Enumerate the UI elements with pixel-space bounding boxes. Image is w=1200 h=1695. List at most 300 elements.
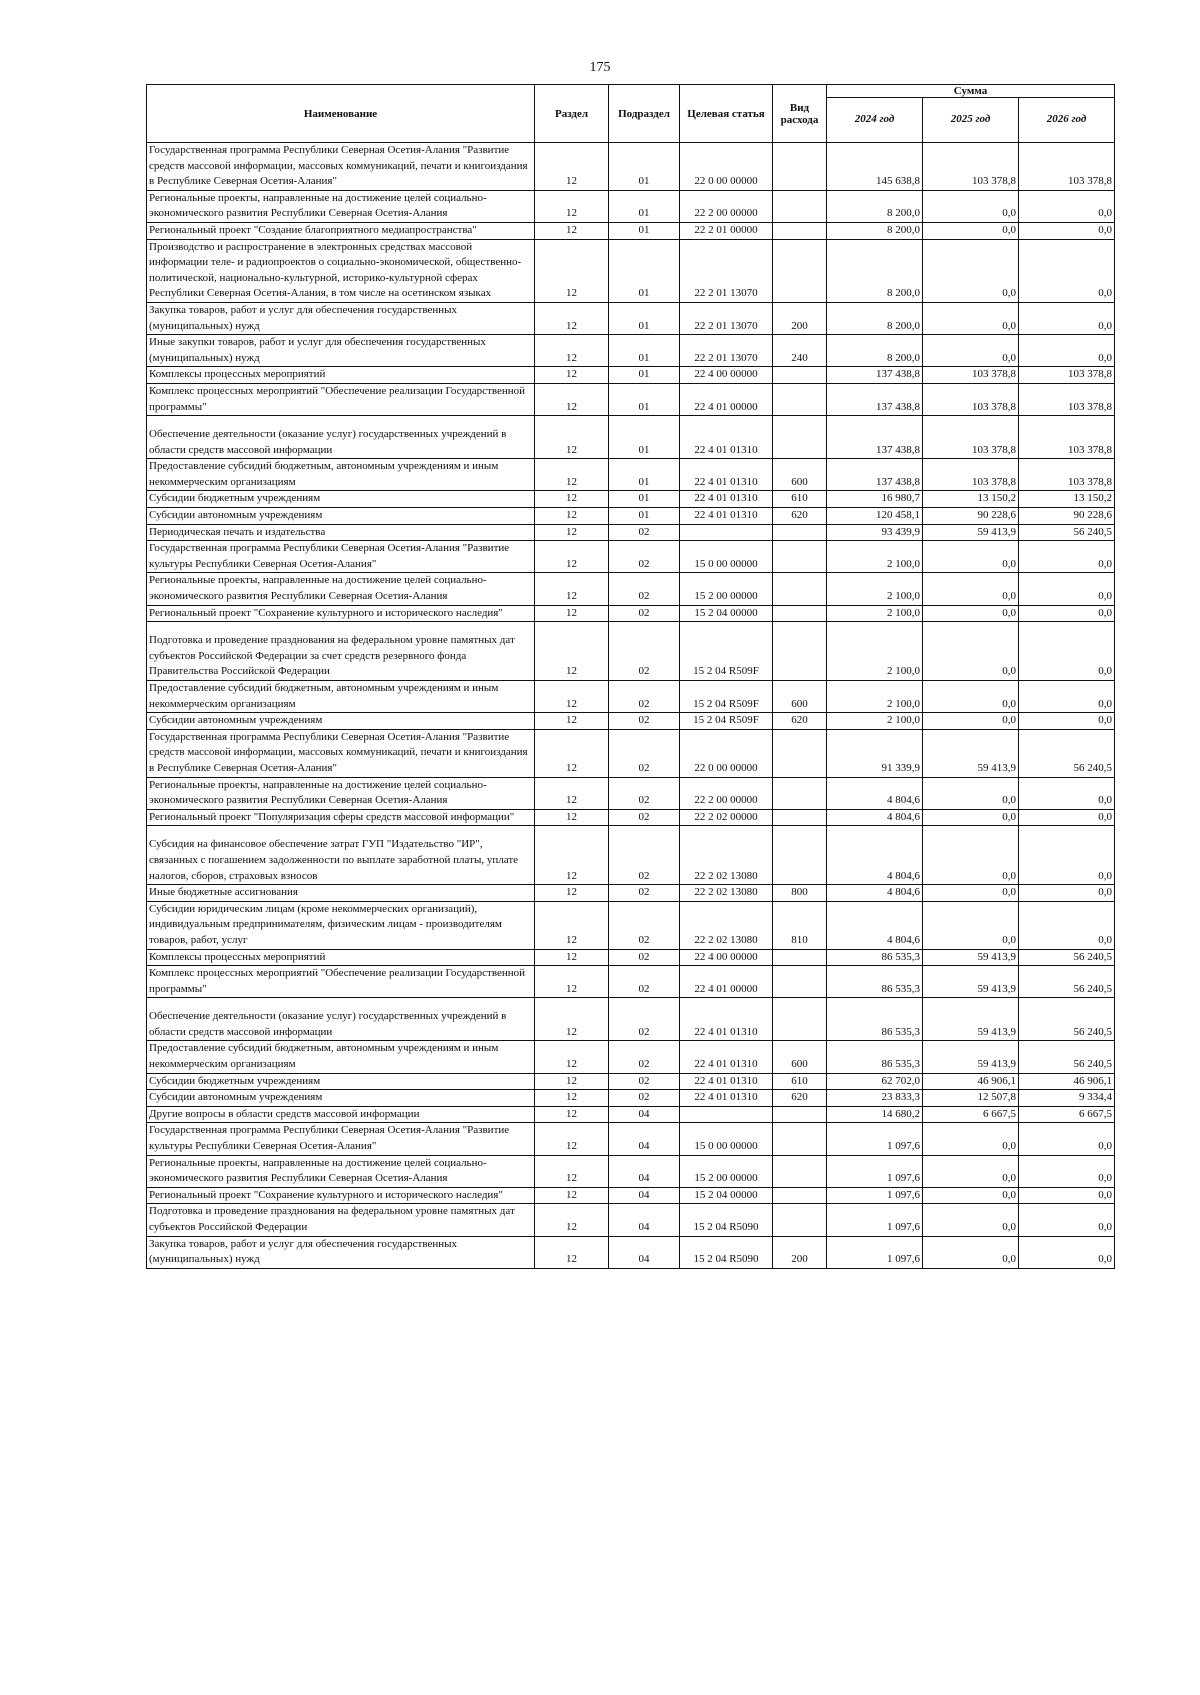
cell-name: Другие вопросы в области средств массовой информации bbox=[147, 1106, 535, 1123]
cell-vid bbox=[773, 524, 827, 541]
cell-razdel: 12 bbox=[535, 335, 609, 367]
cell-name: Региональные проекты, направленные на достижение целей социально-экономического развития Республики Северная Осетия-Алания bbox=[147, 1155, 535, 1187]
cell-vid bbox=[773, 1123, 827, 1155]
cell-vid: 600 bbox=[773, 681, 827, 713]
cell-name: Субсидии юридическим лицам (кроме некоммерческих организаций), индивидуальным предпринимателям, физическим лицам - производителям товаров, работ, услуг bbox=[147, 901, 535, 949]
cell-2026: 103 378,8 bbox=[1019, 143, 1115, 191]
cell-vid: 620 bbox=[773, 1090, 827, 1107]
cell-podrazdel: 04 bbox=[609, 1155, 680, 1187]
cell-2026: 90 228,6 bbox=[1019, 508, 1115, 525]
cell-podrazdel: 02 bbox=[609, 966, 680, 998]
cell-celevaya: 22 2 01 13070 bbox=[680, 302, 773, 334]
cell-name: Предоставление субсидий бюджетным, автономным учреждениям и иным некоммерческим организациям bbox=[147, 1041, 535, 1073]
cell-razdel: 12 bbox=[535, 713, 609, 730]
table-row bbox=[147, 949, 1115, 966]
cell-2026: 0,0 bbox=[1019, 302, 1115, 334]
cell-razdel: 12 bbox=[535, 1236, 609, 1268]
cell-razdel: 12 bbox=[535, 302, 609, 334]
cell-podrazdel: 01 bbox=[609, 416, 680, 459]
cell-name: Предоставление субсидий бюджетным, автономным учреждениям и иным некоммерческим организациям bbox=[147, 459, 535, 491]
cell-razdel: 12 bbox=[535, 729, 609, 777]
cell-2025: 0,0 bbox=[923, 1236, 1019, 1268]
cell-2026: 0,0 bbox=[1019, 622, 1115, 681]
cell-2025: 0,0 bbox=[923, 809, 1019, 826]
cell-razdel: 12 bbox=[535, 573, 609, 605]
table-row bbox=[147, 605, 1115, 622]
cell-2025: 90 228,6 bbox=[923, 508, 1019, 525]
cell-name: Предоставление субсидий бюджетным, автономным учреждениям и иным некоммерческим организациям bbox=[147, 681, 535, 713]
cell-razdel: 12 bbox=[535, 949, 609, 966]
cell-name: Государственная программа Республики Северная Осетия-Алания "Развитие культуры Республики Северная Осетия-Алания" bbox=[147, 541, 535, 573]
cell-podrazdel: 02 bbox=[609, 1090, 680, 1107]
cell-podrazdel: 02 bbox=[609, 1041, 680, 1073]
cell-2024: 145 638,8 bbox=[827, 143, 923, 191]
cell-2025: 0,0 bbox=[923, 885, 1019, 902]
cell-celevaya: 15 2 04 R509F bbox=[680, 622, 773, 681]
cell-podrazdel: 02 bbox=[609, 573, 680, 605]
cell-2024: 2 100,0 bbox=[827, 541, 923, 573]
cell-celevaya: 22 4 00 00000 bbox=[680, 367, 773, 384]
cell-podrazdel: 01 bbox=[609, 239, 680, 302]
cell-2024: 4 804,6 bbox=[827, 901, 923, 949]
cell-razdel: 12 bbox=[535, 998, 609, 1041]
cell-vid bbox=[773, 416, 827, 459]
cell-2024: 2 100,0 bbox=[827, 713, 923, 730]
table-row bbox=[147, 524, 1115, 541]
cell-vid bbox=[773, 143, 827, 191]
cell-2024: 93 439,9 bbox=[827, 524, 923, 541]
cell-2024: 4 804,6 bbox=[827, 826, 923, 885]
cell-razdel: 12 bbox=[535, 1155, 609, 1187]
cell-name: Комплекс процессных мероприятий "Обеспечение реализации Государственной программы" bbox=[147, 383, 535, 415]
cell-razdel: 12 bbox=[535, 826, 609, 885]
cell-vid bbox=[773, 1106, 827, 1123]
cell-podrazdel: 01 bbox=[609, 367, 680, 384]
cell-vid bbox=[773, 826, 827, 885]
cell-2024: 86 535,3 bbox=[827, 966, 923, 998]
table-row bbox=[147, 239, 1115, 302]
cell-2026: 0,0 bbox=[1019, 826, 1115, 885]
cell-vid bbox=[773, 998, 827, 1041]
cell-vid: 610 bbox=[773, 1073, 827, 1090]
cell-podrazdel: 02 bbox=[609, 713, 680, 730]
cell-2024: 23 833,3 bbox=[827, 1090, 923, 1107]
header-name: Наименование bbox=[147, 85, 535, 143]
table-row bbox=[147, 885, 1115, 902]
table-row bbox=[147, 1204, 1115, 1236]
cell-celevaya: 22 4 01 01310 bbox=[680, 459, 773, 491]
cell-2025: 103 378,8 bbox=[923, 416, 1019, 459]
cell-podrazdel: 02 bbox=[609, 826, 680, 885]
header-2024: 2024 год bbox=[827, 98, 923, 143]
cell-razdel: 12 bbox=[535, 622, 609, 681]
table-row bbox=[147, 713, 1115, 730]
cell-razdel: 12 bbox=[535, 541, 609, 573]
cell-2025: 0,0 bbox=[923, 190, 1019, 222]
cell-2024: 8 200,0 bbox=[827, 239, 923, 302]
header-vid: Вид расхода bbox=[773, 85, 827, 143]
cell-razdel: 12 bbox=[535, 491, 609, 508]
cell-name: Обеспечение деятельности (оказание услуг) государственных учреждений в области средств массовой информации bbox=[147, 416, 535, 459]
page-number: 175 bbox=[589, 60, 611, 75]
cell-name: Региональные проекты, направленные на достижение целей социально-экономического развития Республики Северная Осетия-Алания bbox=[147, 777, 535, 809]
cell-2024: 4 804,6 bbox=[827, 885, 923, 902]
cell-2026: 0,0 bbox=[1019, 901, 1115, 949]
header-razdel: Раздел bbox=[535, 85, 609, 143]
cell-2026: 0,0 bbox=[1019, 239, 1115, 302]
cell-podrazdel: 01 bbox=[609, 383, 680, 415]
cell-podrazdel: 02 bbox=[609, 605, 680, 622]
cell-2026: 6 667,5 bbox=[1019, 1106, 1115, 1123]
cell-celevaya bbox=[680, 1106, 773, 1123]
cell-2025: 59 413,9 bbox=[923, 524, 1019, 541]
cell-2024: 86 535,3 bbox=[827, 949, 923, 966]
cell-name: Региональные проекты, направленные на достижение целей социально-экономического развития Республики Северная Осетия-Алания bbox=[147, 573, 535, 605]
table-row bbox=[147, 1073, 1115, 1090]
cell-2024: 1 097,6 bbox=[827, 1123, 923, 1155]
table-row bbox=[147, 729, 1115, 777]
budget-table bbox=[146, 84, 1115, 1269]
cell-podrazdel: 04 bbox=[609, 1187, 680, 1204]
cell-2024: 137 438,8 bbox=[827, 383, 923, 415]
cell-celevaya: 22 4 01 00000 bbox=[680, 383, 773, 415]
table-row bbox=[147, 416, 1115, 459]
cell-2024: 8 200,0 bbox=[827, 222, 923, 239]
cell-vid: 240 bbox=[773, 335, 827, 367]
cell-2024: 16 980,7 bbox=[827, 491, 923, 508]
cell-celevaya: 22 4 01 01310 bbox=[680, 998, 773, 1041]
cell-razdel: 12 bbox=[535, 459, 609, 491]
cell-name: Региональный проект "Популяризация сферы средств массовой информации" bbox=[147, 809, 535, 826]
table-row bbox=[147, 622, 1115, 681]
cell-2026: 56 240,5 bbox=[1019, 524, 1115, 541]
cell-vid bbox=[773, 966, 827, 998]
cell-celevaya: 22 0 00 00000 bbox=[680, 729, 773, 777]
cell-celevaya: 22 4 01 01310 bbox=[680, 416, 773, 459]
cell-2026: 56 240,5 bbox=[1019, 949, 1115, 966]
cell-2024: 2 100,0 bbox=[827, 622, 923, 681]
cell-2025: 0,0 bbox=[923, 681, 1019, 713]
cell-celevaya: 22 2 01 13070 bbox=[680, 335, 773, 367]
table-body bbox=[147, 143, 1115, 1269]
cell-razdel: 12 bbox=[535, 416, 609, 459]
cell-2025: 6 667,5 bbox=[923, 1106, 1019, 1123]
cell-2026: 0,0 bbox=[1019, 713, 1115, 730]
cell-podrazdel: 02 bbox=[609, 901, 680, 949]
cell-2025: 0,0 bbox=[923, 777, 1019, 809]
cell-razdel: 12 bbox=[535, 966, 609, 998]
cell-2025: 59 413,9 bbox=[923, 949, 1019, 966]
cell-2026: 0,0 bbox=[1019, 809, 1115, 826]
cell-razdel: 12 bbox=[535, 1041, 609, 1073]
cell-vid bbox=[773, 1187, 827, 1204]
table-row bbox=[147, 508, 1115, 525]
cell-vid: 600 bbox=[773, 459, 827, 491]
cell-podrazdel: 04 bbox=[609, 1236, 680, 1268]
table-row bbox=[147, 1236, 1115, 1268]
table-row bbox=[147, 190, 1115, 222]
cell-vid bbox=[773, 190, 827, 222]
cell-name: Подготовка и проведение празднования на федеральном уровне памятных дат субъектов Российской Федерации bbox=[147, 1204, 535, 1236]
cell-podrazdel: 02 bbox=[609, 777, 680, 809]
cell-name: Субсидия на финансовое обеспечение затрат ГУП "Издательство "ИР", связанных с погашением задолженности по выплате заработной платы, уплате налогов, сборов, страховых взносов bbox=[147, 826, 535, 885]
cell-vid bbox=[773, 383, 827, 415]
cell-2025: 59 413,9 bbox=[923, 998, 1019, 1041]
cell-2026: 9 334,4 bbox=[1019, 1090, 1115, 1107]
cell-2026: 0,0 bbox=[1019, 573, 1115, 605]
cell-name: Субсидии автономным учреждениям bbox=[147, 1090, 535, 1107]
cell-name: Субсидии автономным учреждениям bbox=[147, 508, 535, 525]
cell-2024: 137 438,8 bbox=[827, 416, 923, 459]
cell-2024: 8 200,0 bbox=[827, 190, 923, 222]
cell-2026: 13 150,2 bbox=[1019, 491, 1115, 508]
table-row bbox=[147, 143, 1115, 191]
cell-podrazdel: 04 bbox=[609, 1204, 680, 1236]
cell-name: Обеспечение деятельности (оказание услуг) государственных учреждений в области средств массовой информации bbox=[147, 998, 535, 1041]
cell-2026: 56 240,5 bbox=[1019, 729, 1115, 777]
cell-2025: 103 378,8 bbox=[923, 459, 1019, 491]
cell-name: Государственная программа Республики Северная Осетия-Алания "Развитие средств массовой информации, массовых коммуникаций, печати и книгоиздания в Республике Северная Осетия-Алания" bbox=[147, 729, 535, 777]
table-row bbox=[147, 1187, 1115, 1204]
cell-2026: 103 378,8 bbox=[1019, 383, 1115, 415]
cell-vid: 620 bbox=[773, 508, 827, 525]
cell-2025: 0,0 bbox=[923, 302, 1019, 334]
cell-2025: 59 413,9 bbox=[923, 1041, 1019, 1073]
cell-2026: 0,0 bbox=[1019, 222, 1115, 239]
table-row bbox=[147, 998, 1115, 1041]
cell-celevaya: 22 4 00 00000 bbox=[680, 949, 773, 966]
cell-podrazdel: 04 bbox=[609, 1123, 680, 1155]
table-row bbox=[147, 383, 1115, 415]
cell-razdel: 12 bbox=[535, 777, 609, 809]
cell-name: Закупка товаров, работ и услуг для обеспечения государственных (муниципальных) нужд bbox=[147, 1236, 535, 1268]
cell-2026: 0,0 bbox=[1019, 777, 1115, 809]
cell-podrazdel: 02 bbox=[609, 809, 680, 826]
cell-razdel: 12 bbox=[535, 190, 609, 222]
cell-vid bbox=[773, 1204, 827, 1236]
cell-razdel: 12 bbox=[535, 885, 609, 902]
cell-razdel: 12 bbox=[535, 1090, 609, 1107]
cell-2024: 86 535,3 bbox=[827, 1041, 923, 1073]
cell-vid: 800 bbox=[773, 885, 827, 902]
table-row bbox=[147, 1041, 1115, 1073]
cell-podrazdel: 02 bbox=[609, 524, 680, 541]
cell-razdel: 12 bbox=[535, 1204, 609, 1236]
cell-razdel: 12 bbox=[535, 367, 609, 384]
cell-razdel: 12 bbox=[535, 809, 609, 826]
cell-2024: 2 100,0 bbox=[827, 573, 923, 605]
table-row bbox=[147, 681, 1115, 713]
cell-vid: 600 bbox=[773, 1041, 827, 1073]
cell-razdel: 12 bbox=[535, 1123, 609, 1155]
cell-vid bbox=[773, 729, 827, 777]
cell-name: Субсидии бюджетным учреждениям bbox=[147, 1073, 535, 1090]
table-row bbox=[147, 1123, 1115, 1155]
cell-2025: 0,0 bbox=[923, 1155, 1019, 1187]
cell-razdel: 12 bbox=[535, 383, 609, 415]
cell-podrazdel: 01 bbox=[609, 491, 680, 508]
cell-vid bbox=[773, 367, 827, 384]
cell-vid: 620 bbox=[773, 713, 827, 730]
cell-2025: 0,0 bbox=[923, 573, 1019, 605]
cell-razdel: 12 bbox=[535, 901, 609, 949]
cell-podrazdel: 01 bbox=[609, 190, 680, 222]
cell-podrazdel: 02 bbox=[609, 949, 680, 966]
cell-name: Периодическая печать и издательства bbox=[147, 524, 535, 541]
cell-celevaya: 22 2 00 00000 bbox=[680, 190, 773, 222]
cell-podrazdel: 02 bbox=[609, 681, 680, 713]
cell-vid bbox=[773, 573, 827, 605]
cell-2025: 0,0 bbox=[923, 622, 1019, 681]
cell-name: Государственная программа Республики Северная Осетия-Алания "Развитие средств массовой информации, массовых коммуникаций, печати и книгоиздания в Республике Северная Осетия-Алания" bbox=[147, 143, 535, 191]
cell-2026: 56 240,5 bbox=[1019, 998, 1115, 1041]
header-podrazdel: Подраздел bbox=[609, 85, 680, 143]
table-row bbox=[147, 541, 1115, 573]
table-row bbox=[147, 573, 1115, 605]
cell-vid: 810 bbox=[773, 901, 827, 949]
cell-vid bbox=[773, 541, 827, 573]
table-row bbox=[147, 302, 1115, 334]
cell-2026: 0,0 bbox=[1019, 605, 1115, 622]
cell-2025: 12 507,8 bbox=[923, 1090, 1019, 1107]
cell-name: Региональный проект "Создание благоприятного медиапространства" bbox=[147, 222, 535, 239]
table-row bbox=[147, 335, 1115, 367]
table-row bbox=[147, 809, 1115, 826]
cell-razdel: 12 bbox=[535, 605, 609, 622]
cell-2026: 103 378,8 bbox=[1019, 416, 1115, 459]
cell-celevaya: 22 2 02 00000 bbox=[680, 809, 773, 826]
table-row bbox=[147, 222, 1115, 239]
cell-name: Региональный проект "Сохранение культурного и исторического наследия" bbox=[147, 1187, 535, 1204]
cell-name: Закупка товаров, работ и услуг для обеспечения государственных (муниципальных) нужд bbox=[147, 302, 535, 334]
cell-vid bbox=[773, 777, 827, 809]
cell-vid bbox=[773, 605, 827, 622]
cell-celevaya: 22 2 02 13080 bbox=[680, 901, 773, 949]
cell-podrazdel: 01 bbox=[609, 508, 680, 525]
cell-name: Комплексы процессных мероприятий bbox=[147, 367, 535, 384]
cell-celevaya: 22 2 02 13080 bbox=[680, 885, 773, 902]
cell-2025: 0,0 bbox=[923, 901, 1019, 949]
cell-2025: 0,0 bbox=[923, 335, 1019, 367]
cell-name: Комплексы процессных мероприятий bbox=[147, 949, 535, 966]
table-row bbox=[147, 966, 1115, 998]
cell-razdel: 12 bbox=[535, 1187, 609, 1204]
cell-name: Производство и распространение в электронных средствах массовой информации теле- и радиопроектов о социально-экономической, общественно-политической, национально-культурной, историко-культурной сферах Республики Северная Осетия-Алания, в том числе на осетинском языках bbox=[147, 239, 535, 302]
cell-razdel: 12 bbox=[535, 222, 609, 239]
cell-2024: 8 200,0 bbox=[827, 335, 923, 367]
cell-2026: 0,0 bbox=[1019, 190, 1115, 222]
cell-vid bbox=[773, 809, 827, 826]
table-row bbox=[147, 1106, 1115, 1123]
cell-vid bbox=[773, 222, 827, 239]
cell-name: Государственная программа Республики Северная Осетия-Алания "Развитие культуры Республики Северная Осетия-Алания" bbox=[147, 1123, 535, 1155]
cell-vid bbox=[773, 949, 827, 966]
cell-celevaya: 22 4 01 01310 bbox=[680, 1090, 773, 1107]
header-celevaya: Целевая статья bbox=[680, 85, 773, 143]
cell-2026: 0,0 bbox=[1019, 541, 1115, 573]
cell-celevaya: 15 2 00 00000 bbox=[680, 1155, 773, 1187]
cell-podrazdel: 02 bbox=[609, 541, 680, 573]
cell-celevaya bbox=[680, 524, 773, 541]
cell-vid: 200 bbox=[773, 1236, 827, 1268]
header-summa: Сумма bbox=[827, 85, 1115, 98]
table-row bbox=[147, 367, 1115, 384]
cell-2026: 46 906,1 bbox=[1019, 1073, 1115, 1090]
cell-2024: 91 339,9 bbox=[827, 729, 923, 777]
cell-name: Субсидии автономным учреждениям bbox=[147, 713, 535, 730]
cell-vid bbox=[773, 1155, 827, 1187]
cell-podrazdel: 02 bbox=[609, 622, 680, 681]
cell-2025: 59 413,9 bbox=[923, 729, 1019, 777]
cell-vid bbox=[773, 239, 827, 302]
cell-name: Субсидии бюджетным учреждениям bbox=[147, 491, 535, 508]
cell-2026: 0,0 bbox=[1019, 1155, 1115, 1187]
cell-celevaya: 15 2 04 00000 bbox=[680, 1187, 773, 1204]
cell-2024: 62 702,0 bbox=[827, 1073, 923, 1090]
cell-podrazdel: 01 bbox=[609, 302, 680, 334]
cell-2024: 137 438,8 bbox=[827, 367, 923, 384]
cell-razdel: 12 bbox=[535, 239, 609, 302]
cell-2026: 103 378,8 bbox=[1019, 459, 1115, 491]
cell-2025: 0,0 bbox=[923, 1123, 1019, 1155]
cell-podrazdel: 01 bbox=[609, 335, 680, 367]
table-row bbox=[147, 826, 1115, 885]
cell-2026: 0,0 bbox=[1019, 1204, 1115, 1236]
cell-vid: 200 bbox=[773, 302, 827, 334]
cell-celevaya: 15 2 04 R5090 bbox=[680, 1204, 773, 1236]
cell-2026: 0,0 bbox=[1019, 885, 1115, 902]
cell-2026: 56 240,5 bbox=[1019, 1041, 1115, 1073]
cell-name: Комплекс процессных мероприятий "Обеспечение реализации Государственной программы" bbox=[147, 966, 535, 998]
cell-2025: 0,0 bbox=[923, 826, 1019, 885]
cell-2025: 0,0 bbox=[923, 541, 1019, 573]
cell-celevaya: 22 2 01 13070 bbox=[680, 239, 773, 302]
cell-name: Подготовка и проведение празднования на федеральном уровне памятных дат субъектов Российской Федерации за счет средств резервного фонда Правительства Российской Федерации bbox=[147, 622, 535, 681]
cell-celevaya: 15 2 04 00000 bbox=[680, 605, 773, 622]
cell-celevaya: 22 4 01 01310 bbox=[680, 1073, 773, 1090]
cell-2025: 0,0 bbox=[923, 222, 1019, 239]
cell-celevaya: 22 4 01 01310 bbox=[680, 1041, 773, 1073]
cell-2024: 1 097,6 bbox=[827, 1204, 923, 1236]
cell-2025: 103 378,8 bbox=[923, 383, 1019, 415]
cell-podrazdel: 02 bbox=[609, 885, 680, 902]
cell-2025: 103 378,8 bbox=[923, 367, 1019, 384]
cell-2024: 1 097,6 bbox=[827, 1155, 923, 1187]
cell-celevaya: 15 2 04 R5090 bbox=[680, 1236, 773, 1268]
cell-2024: 86 535,3 bbox=[827, 998, 923, 1041]
cell-podrazdel: 01 bbox=[609, 222, 680, 239]
cell-2026: 0,0 bbox=[1019, 681, 1115, 713]
cell-2026: 0,0 bbox=[1019, 335, 1115, 367]
cell-2025: 103 378,8 bbox=[923, 143, 1019, 191]
cell-2026: 0,0 bbox=[1019, 1123, 1115, 1155]
cell-podrazdel: 01 bbox=[609, 143, 680, 191]
cell-celevaya: 15 2 00 00000 bbox=[680, 573, 773, 605]
cell-razdel: 12 bbox=[535, 681, 609, 713]
cell-2025: 0,0 bbox=[923, 239, 1019, 302]
table-row bbox=[147, 1155, 1115, 1187]
cell-razdel: 12 bbox=[535, 524, 609, 541]
cell-2024: 4 804,6 bbox=[827, 777, 923, 809]
cell-vid: 610 bbox=[773, 491, 827, 508]
cell-2026: 0,0 bbox=[1019, 1236, 1115, 1268]
cell-razdel: 12 bbox=[535, 143, 609, 191]
cell-celevaya: 22 4 01 01310 bbox=[680, 491, 773, 508]
cell-celevaya: 22 2 01 00000 bbox=[680, 222, 773, 239]
cell-razdel: 12 bbox=[535, 508, 609, 525]
cell-podrazdel: 02 bbox=[609, 998, 680, 1041]
cell-podrazdel: 02 bbox=[609, 729, 680, 777]
